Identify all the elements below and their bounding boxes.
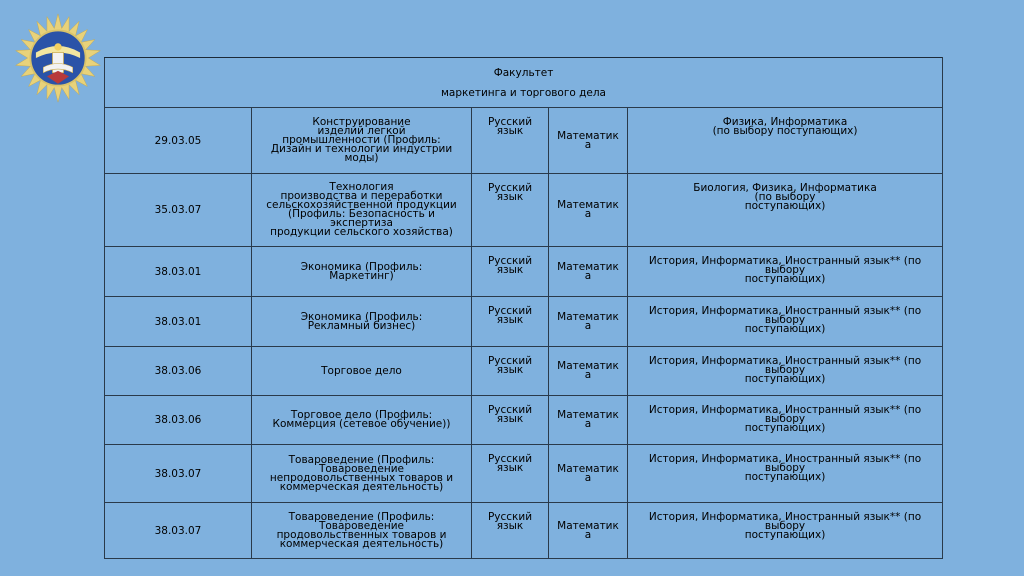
- program-name-cell: Экономика (Профиль: Рекламный бизнес): [252, 297, 472, 347]
- exam-russian-cell: Русский язык: [472, 108, 549, 174]
- table-row: [105, 247, 943, 297]
- exam-math-cell: Математик а: [549, 297, 628, 347]
- program-name-cell: Товароведение (Профиль: Товароведение непродовольственных товаров и коммерческая деятельность): [252, 445, 472, 503]
- program-code-cell: 38.03.06: [105, 396, 252, 445]
- program-code-cell: 35.03.07: [105, 174, 252, 247]
- university-emblem-icon: [12, 12, 104, 104]
- exam-russian-cell: Русский язык: [472, 347, 549, 396]
- program-code-cell: 38.03.01: [105, 297, 252, 347]
- exam-math-cell: Математик а: [549, 503, 628, 559]
- exam-russian-cell: Русский язык: [472, 247, 549, 297]
- table-row: [105, 108, 943, 174]
- exam-russian-cell: Русский язык: [472, 396, 549, 445]
- exam-russian-cell: Русский язык: [472, 445, 549, 503]
- admission-table: [104, 57, 943, 559]
- exam-russian-cell: Русский язык: [472, 174, 549, 247]
- program-code-cell: 38.03.06: [105, 347, 252, 396]
- exam-choice-cell: Биология, Физика, Информатика (по выбору поступающих): [628, 174, 943, 247]
- exam-choice-cell: История, Информатика, Иностранный язык** (по выбору поступающих): [628, 247, 943, 297]
- exam-math-cell: Математик а: [549, 347, 628, 396]
- exam-choice-cell: История, Информатика, Иностранный язык** (по выбору поступающих): [628, 347, 943, 396]
- exam-russian-cell: Русский язык: [472, 297, 549, 347]
- table-row: [105, 396, 943, 445]
- table-row: [105, 347, 943, 396]
- program-code-cell: 38.03.07: [105, 445, 252, 503]
- table-row: [105, 445, 943, 503]
- exam-choice-cell: Физика, Информатика (по выбору поступающих): [628, 108, 943, 174]
- faculty-header-row: [105, 58, 943, 108]
- exam-choice-cell: История, Информатика, Иностранный язык** (по выбору поступающих): [628, 297, 943, 347]
- faculty-header-line1: Факультет: [493, 66, 554, 79]
- table-row: [105, 174, 943, 247]
- exam-math-cell: Математик а: [549, 247, 628, 297]
- table-row: [105, 297, 943, 347]
- program-code-cell: 38.03.01: [105, 247, 252, 297]
- program-code-cell: 38.03.07: [105, 503, 252, 559]
- program-name-cell: Конструирование изделий легкой промышленности (Профиль: Дизайн и технологии индустрии моды): [252, 108, 472, 174]
- exam-math-cell: Математик а: [549, 445, 628, 503]
- exam-math-cell: Математик а: [549, 174, 628, 247]
- program-name-cell: Торговое дело (Профиль: Коммерция (сетевое обучение)): [252, 396, 472, 445]
- program-name-cell: Технология производства и переработки сельскохозяйственной продукции (Профиль: Безопасность и экспертиза продукции сельского хозяйства): [252, 174, 472, 247]
- exam-choice-cell: История, Информатика, Иностранный язык** (по выбору поступающих): [628, 503, 943, 559]
- program-code-cell: 29.03.05: [105, 108, 252, 174]
- exam-math-cell: Математик а: [549, 396, 628, 445]
- exam-choice-cell: История, Информатика, Иностранный язык** (по выбору поступающих): [628, 396, 943, 445]
- faculty-header-line2: маркетинга и торгового дела: [441, 86, 606, 99]
- faculty-header-cell: [105, 58, 943, 108]
- program-name-cell: Экономика (Профиль: Маркетинг): [252, 247, 472, 297]
- exam-choice-cell: История, Информатика, Иностранный язык** (по выбору поступающих): [628, 445, 943, 503]
- program-name-cell: Торговое дело: [252, 347, 472, 396]
- program-name-cell: Товароведение (Профиль: Товароведение продовольственных товаров и коммерческая деятельность): [252, 503, 472, 559]
- table-row: [105, 503, 943, 559]
- exam-russian-cell: Русский язык: [472, 503, 549, 559]
- exam-math-cell: Математик а: [549, 108, 628, 174]
